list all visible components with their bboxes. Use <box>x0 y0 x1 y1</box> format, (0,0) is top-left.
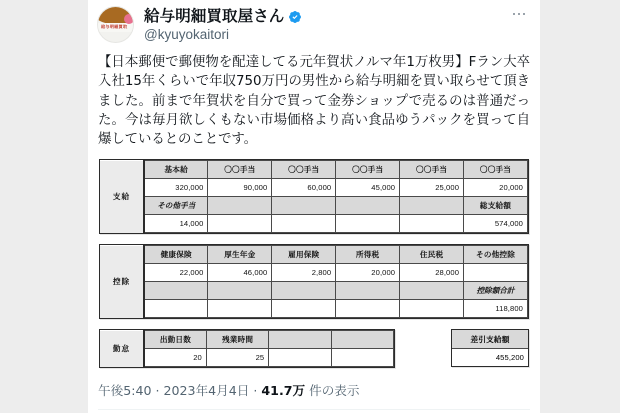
deduction-value-cell: 22,000 <box>144 264 208 282</box>
avatar-label: 給与明細買取 <box>101 23 128 29</box>
payment-value-cell: 60,000 <box>272 179 336 197</box>
footer-divider <box>98 409 530 410</box>
more-options-icon[interactable] <box>506 4 532 24</box>
deduction-value-cell: 2,800 <box>272 264 336 282</box>
attendance-value-blank <box>269 349 331 367</box>
meta-separator: · <box>155 383 160 399</box>
attendance-table <box>100 330 394 367</box>
tweet-card <box>88 0 540 413</box>
deduction-total-value: 118,800 <box>464 300 528 318</box>
post-date: 2023年4月4日 <box>163 383 250 399</box>
avatar[interactable] <box>97 6 134 43</box>
payment-header-cell: 〇〇手当 <box>464 161 528 179</box>
account-handle[interactable]: @kyuyokaitori <box>144 27 229 43</box>
payment-value-blank <box>272 215 336 233</box>
payment-row-label: 支給 <box>100 161 144 233</box>
payment-value-cell: 25,000 <box>400 179 464 197</box>
payment-header-cell: 基本給 <box>144 161 208 179</box>
deduction-header-cell: 住民税 <box>400 246 464 264</box>
payment-header-blank <box>400 197 464 215</box>
payment-value-blank <box>208 215 272 233</box>
deduction-header-cell: 健康保険 <box>144 246 208 264</box>
payment-value-cell: 45,000 <box>336 179 400 197</box>
payment-value-blank <box>336 215 400 233</box>
payment-header-cell: 〇〇手当 <box>336 161 400 179</box>
tweet-header <box>88 0 540 44</box>
deduction-value-cell: 28,000 <box>400 264 464 282</box>
deduction-header-cell: 所得税 <box>336 246 400 264</box>
table-row <box>100 215 528 233</box>
more-dot <box>523 13 526 16</box>
deduction-header-cell: 厚生年金 <box>208 246 272 264</box>
table-row <box>452 348 528 366</box>
payment-value-cell: 90,000 <box>208 179 272 197</box>
deduction-header-cell: 雇用保険 <box>272 246 336 264</box>
attendance-value-cell: 25 <box>206 349 268 367</box>
deduction-table-wrapper <box>99 244 529 319</box>
views-label: 件の表示 <box>309 383 360 399</box>
table-row <box>100 282 528 300</box>
deduction-header-cell: その他控除 <box>464 246 528 264</box>
attendance-header-blank <box>269 331 331 349</box>
payment-header-blank <box>272 197 336 215</box>
attendance-header-cell: 出勤日数 <box>144 331 206 349</box>
deduction-value-blank <box>464 264 528 282</box>
table-row <box>100 349 394 367</box>
deduction-value-cell: 20,000 <box>336 264 400 282</box>
table-row <box>100 331 394 349</box>
payment-total-value: 574,000 <box>464 215 528 233</box>
deduction-header-blank <box>272 282 336 300</box>
deduction-value-blank <box>336 300 400 318</box>
payment-header-blank <box>336 197 400 215</box>
payment-value-cell: 320,000 <box>144 179 208 197</box>
account-names <box>144 6 302 44</box>
table-row <box>452 330 528 348</box>
payment-total-header: 総支給額 <box>464 197 528 215</box>
deduction-value-blank <box>208 300 272 318</box>
payment-header-cell: 〇〇手当 <box>400 161 464 179</box>
attendance-header-cell: 残業時間 <box>206 331 268 349</box>
attendance-row-label: 勤怠 <box>100 331 144 367</box>
views-count: 41.7万 <box>261 383 306 399</box>
attendance-table-wrapper <box>99 329 395 368</box>
deduction-header-blank <box>208 282 272 300</box>
payment-value-cell: 20,000 <box>464 179 528 197</box>
deduction-total-header: 控除額合計 <box>464 282 528 300</box>
attendance-value-blank <box>331 349 393 367</box>
post-time: 午後5:40 <box>98 383 152 399</box>
net-pay-value: 455,200 <box>495 353 524 363</box>
deduction-table <box>100 245 528 318</box>
deduction-value-cell: 46,000 <box>208 264 272 282</box>
meta-separator: · <box>253 383 258 399</box>
deduction-value-blank <box>144 300 208 318</box>
payment-value-blank <box>400 215 464 233</box>
more-dot <box>513 13 516 16</box>
display-name-row <box>144 7 302 26</box>
payment-header-cell: 〇〇手当 <box>272 161 336 179</box>
net-pay-header: 差引支給額 <box>452 330 528 348</box>
payment-header-cell: 〇〇手当 <box>208 161 272 179</box>
net-pay-box <box>451 329 529 367</box>
deduction-value-blank <box>400 300 464 318</box>
tweet-text: 【日本郵便で郵便物を配達してる元年賀状ノルマ年1万枚男】Fラン大卒入社15年くらいで年収750万円の男性から給与明細を買い取らせて頂きました。前まで年賀状を自分で買って金券ショップで売るのは普通だった。今は毎月欲しくもない市場価格より高い食品ゆうパックを買って自爆しているとのことです。 <box>98 55 530 148</box>
deduction-header-blank <box>144 282 208 300</box>
table-row <box>100 246 528 264</box>
table-row <box>100 161 528 179</box>
table-row <box>100 264 528 282</box>
verified-badge-icon <box>288 10 302 24</box>
table-row <box>100 197 528 215</box>
payslip-image[interactable] <box>99 159 529 368</box>
table-row <box>100 300 528 318</box>
tweet-metadata <box>98 380 530 399</box>
payment-other-header: その他手当 <box>144 197 208 215</box>
attendance-row <box>99 329 529 368</box>
avatar-pink-accent <box>124 14 134 24</box>
more-dot <box>518 13 521 16</box>
payment-header-blank <box>208 197 272 215</box>
attendance-header-blank <box>331 331 393 349</box>
deduction-header-blank <box>336 282 400 300</box>
display-name[interactable]: 給与明細買取屋さん <box>144 8 285 25</box>
deduction-header-blank <box>400 282 464 300</box>
payment-table <box>100 160 528 233</box>
attendance-value-cell: 20 <box>144 349 206 367</box>
deduction-row-label: 控除 <box>100 246 144 318</box>
deduction-value-blank <box>272 300 336 318</box>
payment-value-cell: 14,000 <box>144 215 208 233</box>
table-row <box>100 179 528 197</box>
net-pay-table <box>452 330 528 366</box>
payment-table-wrapper <box>99 159 529 234</box>
